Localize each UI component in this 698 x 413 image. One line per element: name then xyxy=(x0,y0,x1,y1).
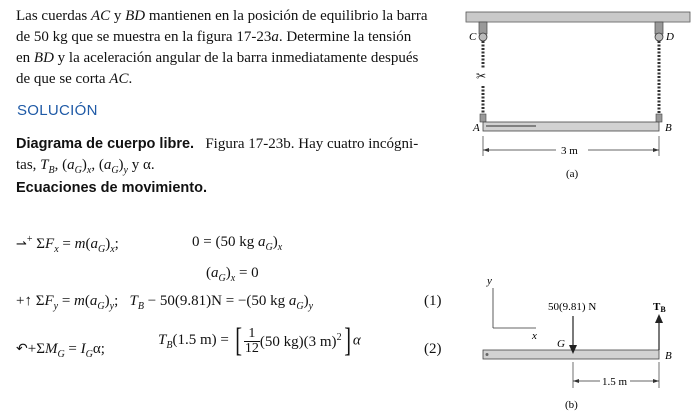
equations-heading: Ecuaciones de movimiento. xyxy=(16,180,207,196)
free-body-line-1-rest: Figura 17-23b. Hay cuatro incógni- xyxy=(205,136,419,152)
label-b: B xyxy=(665,122,672,134)
bracket-d xyxy=(655,22,663,34)
free-body-heading: Diagrama de cuerpo libre. xyxy=(16,136,195,152)
problem-line-4: de que se corta AC. xyxy=(16,71,133,87)
figure-a-length: 3 m xyxy=(561,145,578,157)
equation-moment: $T_B(1.5$ m) = [ $\frac{1}{12}$ (50 kg)(3 m)$^2$] α xyxy=(158,322,361,359)
problem-line-3: en BD y la aceleración angular de la barra inmediatamente después xyxy=(16,50,419,66)
label-g: G xyxy=(557,338,565,350)
problem-statement xyxy=(16,6,456,90)
label-d: D xyxy=(666,31,674,43)
weight-label: 50(9.81) N xyxy=(548,301,597,313)
free-body-line-1 xyxy=(16,134,456,155)
axis-y-label: y xyxy=(487,275,492,287)
free-body-paragraph xyxy=(16,134,456,181)
figure-a-caption: (a) xyxy=(566,168,579,180)
cut-icon: ✂ xyxy=(476,69,487,83)
figure-a xyxy=(456,0,698,200)
equation-number-2: (2) xyxy=(424,341,442,357)
label-b-fbd: B xyxy=(665,350,672,362)
figure-b-caption: (b) xyxy=(565,399,578,411)
equation-number-1: (1) xyxy=(424,293,442,309)
solution-heading: SOLUCIÓN xyxy=(17,102,98,119)
bracket-c xyxy=(479,22,487,34)
figure-b-length: 1.5 m xyxy=(602,376,628,388)
equation-sum-mg: $↶+\Sigma M_G = I_G\alpha$; xyxy=(16,341,105,360)
tension-label: TB xyxy=(653,301,666,314)
equation-sum-fx: ⇀+ $\Sigma F_x = m(a_G)_x$; xyxy=(16,234,119,255)
label-a: A xyxy=(473,122,480,134)
label-c: C xyxy=(469,31,477,43)
problem-line-2: de 50 kg que se muestra en la figura 17-23a. Determine la tensión xyxy=(16,29,412,45)
ceiling-support xyxy=(466,12,690,22)
axis-x-label: x xyxy=(532,330,537,342)
equation-ax-1: 0 = (50 kg $a_G)_x$ xyxy=(192,234,283,253)
bar-fbd xyxy=(483,350,659,359)
free-body-line-2: tas, $T_B$, $(a_G)_x$, $(a_G)_y$ y α. xyxy=(16,157,155,176)
figure-b xyxy=(456,268,698,413)
problem-line-1: Las cuerdas AC y BD mantienen en la posición de equilibrio la barra xyxy=(16,8,428,24)
equation-sum-fy: +↑ $\Sigma F_y = m(a_G)_y$; $T_B - 50(9.81)N = -(50$ kg $a_G)_y$ xyxy=(16,293,314,312)
equation-ax-2: $(a_G)_x = 0$ xyxy=(206,265,259,284)
